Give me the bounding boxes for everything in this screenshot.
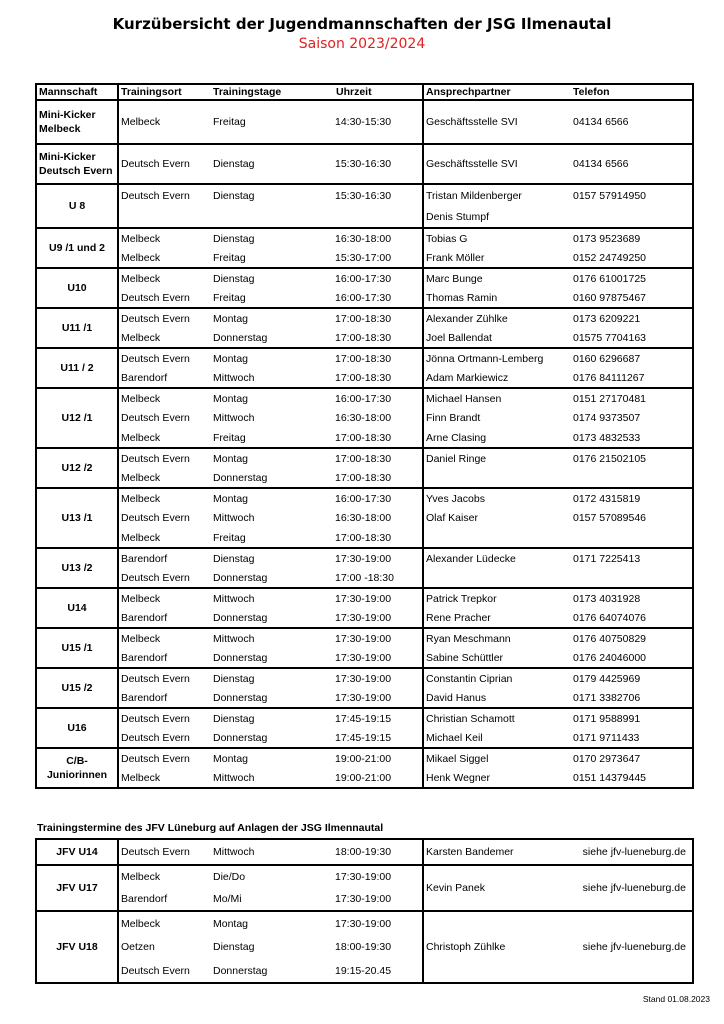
training-location: Deutsch Evern	[118, 308, 211, 328]
phone-number: 0171 7225413	[571, 548, 693, 568]
training-time: 17:00-18:30	[334, 468, 423, 488]
table-row	[36, 865, 693, 888]
contact-person: Marc Bunge	[423, 268, 571, 288]
team-name: JFV U18	[36, 911, 118, 983]
phone-number: 0157 57914950	[571, 184, 693, 206]
table-row	[36, 328, 693, 348]
phone-number: 0151 27170481	[571, 388, 693, 408]
phone-number	[571, 206, 693, 228]
table-row	[36, 668, 693, 688]
training-time: 17:30-19:00	[334, 548, 423, 568]
training-location: Melbeck	[118, 388, 211, 408]
contact-person: Kevin Panek	[423, 865, 571, 911]
header-trainingsort: Trainingsort	[118, 84, 211, 100]
phone-number: 0160 97875467	[571, 288, 693, 308]
phone-number: 0172 4315819	[571, 488, 693, 508]
header-uhrzeit: Uhrzeit	[334, 84, 423, 100]
training-location: Barendorf	[121, 611, 168, 624]
team-name: U13 /2	[36, 548, 118, 588]
training-day: Montag	[211, 748, 334, 768]
training-time: 15:30-16:30	[334, 144, 423, 184]
training-location: Deutsch Evern	[118, 448, 211, 468]
training-time: 16:00-17:30	[334, 488, 423, 508]
training-time: 17:00-18:30	[334, 368, 423, 388]
team-name: U12 /1	[36, 388, 118, 448]
team-name: U13 /1	[36, 488, 118, 548]
training-time: 19:00-21:00	[334, 768, 423, 788]
contact-person: Alexander Lüdecke	[423, 548, 571, 568]
contact-person: Christian Schamott	[423, 708, 571, 728]
table-row	[36, 728, 693, 748]
table-row	[36, 688, 693, 708]
training-day: Die/Do	[211, 865, 334, 888]
training-time: 18:00-19:30	[334, 839, 423, 865]
training-day: Mittwoch	[213, 512, 255, 524]
training-day: Mittwoch	[211, 839, 334, 865]
team-name: Mini-Kicker Deutsch Evern	[36, 144, 118, 184]
training-location: Melbeck	[118, 100, 211, 144]
training-day: Freitag	[213, 531, 246, 544]
training-location: Deutsch Evern	[118, 348, 211, 368]
contact-person: Joel Ballendat	[426, 331, 492, 344]
contact-person: Rene Pracher	[426, 611, 491, 624]
table-row	[36, 288, 693, 308]
phone-number: 0151 14379445	[571, 768, 693, 788]
training-time: 18:00-19:30	[334, 935, 423, 959]
contact-person: Michael Hansen	[423, 388, 571, 408]
training-location: Melbeck	[118, 268, 211, 288]
table-row	[36, 839, 693, 865]
table-row	[36, 468, 693, 488]
training-location: Deutsch Evern	[121, 731, 190, 744]
jfv-table	[35, 838, 694, 984]
table-row	[36, 308, 693, 328]
table-row	[36, 628, 693, 648]
training-time: 17:00-18:30	[334, 328, 423, 348]
training-location: Deutsch Evern	[118, 839, 211, 865]
team-name: U11 /1	[36, 308, 118, 348]
table-row	[36, 268, 693, 288]
training-day: Mittwoch	[213, 412, 255, 424]
training-time: 16:30-18:00	[334, 408, 423, 428]
contact-person: Denis Stumpf	[426, 210, 490, 223]
training-day: Mittwoch	[211, 628, 334, 648]
training-location: Melbeck	[121, 251, 161, 264]
phone-number: 0174 9373507	[571, 408, 693, 428]
phone-number: 0173 9523689	[571, 228, 693, 248]
training-time: 14:30-15:30	[334, 100, 423, 144]
table-row	[36, 568, 693, 588]
header-ansprechpartner: Ansprechpartner	[423, 84, 571, 100]
phone-number: 04134 6566	[571, 144, 693, 184]
training-time: 17:30-19:00	[334, 588, 423, 608]
team-name: U12 /2	[36, 448, 118, 488]
training-day: Montag	[211, 448, 334, 468]
contact-person: Tobias G	[423, 228, 571, 248]
training-location: Melbeck	[118, 911, 211, 935]
training-day: Mittwoch	[213, 371, 255, 384]
phone-number: 0152 24749250	[571, 248, 693, 268]
training-time: 19:00-21:00	[334, 748, 423, 768]
phone-number: 0173 4031928	[571, 588, 693, 608]
training-day: Montag	[211, 348, 334, 368]
contact-person: Henk Wegner	[423, 768, 571, 788]
phone-number: 0173 4832533	[571, 428, 693, 448]
training-day: Donnerstag	[213, 331, 268, 344]
season-subtitle: Saison 2023/2024	[298, 36, 426, 52]
table-row	[36, 368, 693, 388]
training-location: Barendorf	[121, 691, 168, 704]
header-trainingstage: Trainingstage	[211, 84, 334, 100]
table-row	[36, 748, 693, 768]
training-day: Dienstag	[213, 941, 255, 953]
phone-number: 0176 21502105	[571, 448, 693, 468]
table-row	[36, 548, 693, 568]
phone-number: 0176 24046000	[571, 648, 693, 668]
contact-person: Patrick Trepkor	[423, 588, 571, 608]
table-row	[36, 608, 693, 628]
team-name: U9 /1 und 2	[36, 228, 118, 268]
phone-number: 04134 6566	[571, 100, 693, 144]
training-location: Melbeck	[118, 588, 211, 608]
training-time	[334, 206, 423, 228]
contact-person: Sabine Schüttler	[426, 651, 504, 664]
phone-number: 0176 84111267	[571, 368, 693, 388]
stand-date: Stand 01.08.2023	[642, 994, 710, 1004]
contact-person: Frank Möller	[426, 251, 485, 264]
training-time: 17:00-18:30	[334, 528, 423, 548]
training-day: Freitag	[213, 291, 246, 304]
training-location: Melbeck	[118, 768, 211, 788]
contact-person: Daniel Ringe	[423, 448, 571, 468]
training-location: Deutsch Evern	[118, 184, 211, 206]
training-day	[211, 206, 334, 228]
table-row	[36, 408, 693, 428]
training-day: Dienstag	[211, 184, 334, 206]
training-day: Mo/Mi	[213, 893, 242, 905]
training-location: Melbeck	[121, 431, 161, 444]
training-location: Melbeck	[121, 471, 161, 484]
training-day: Dienstag	[211, 548, 334, 568]
training-location: Deutsch Evern	[121, 291, 190, 304]
training-time: 16:00-17:30	[334, 268, 423, 288]
training-day: Dienstag	[211, 668, 334, 688]
contact-person: Finn Brandt	[426, 412, 481, 424]
contact-person	[423, 568, 571, 588]
training-time: 17:30-19:00	[334, 668, 423, 688]
team-name: U15 /2	[36, 668, 118, 708]
training-location	[118, 206, 211, 228]
training-time: 17:30-19:00	[334, 648, 423, 668]
contact-person: Tristan Mildenberger	[423, 184, 571, 206]
team-name: U10	[36, 268, 118, 308]
training-time: 15:30-16:30	[334, 184, 423, 206]
phone-number	[571, 568, 693, 588]
training-day: Donnerstag	[213, 471, 268, 484]
training-time: 16:30-18:00	[334, 228, 423, 248]
training-location: Melbeck	[118, 488, 211, 508]
contact-person: Olaf Kaiser	[426, 512, 478, 524]
training-day: Donnerstag	[211, 959, 334, 983]
jfv-section-title: Trainingstermine des JFV Lüneburg auf Anlagen der JSG Ilmennautal	[37, 822, 384, 834]
training-time: 17:00-18:30	[334, 348, 423, 368]
team-name: U15 /1	[36, 628, 118, 668]
phone-number: 0173 6209221	[571, 308, 693, 328]
training-time: 17:30-19:00	[334, 888, 423, 911]
contact-person: Adam Markiewicz	[426, 371, 509, 384]
training-time: 19:15-20.45	[334, 959, 423, 983]
training-day: Donnerstag	[213, 571, 268, 584]
page-title: Kurzübersicht der Jugendmannschaften der JSG Ilmenautal	[112, 15, 612, 33]
training-day: Dienstag	[211, 268, 334, 288]
training-time: 17:45-19:15	[334, 728, 423, 748]
training-location: Melbeck	[118, 228, 211, 248]
table-row	[36, 428, 693, 448]
training-day: Donnerstag	[213, 651, 268, 664]
training-day: Montag	[211, 388, 334, 408]
contact-person: Christoph Zühlke	[423, 911, 571, 983]
contact-person: Karsten Bandemer	[423, 839, 571, 865]
phone-number	[571, 468, 693, 488]
contact-person	[423, 528, 571, 548]
training-time: 17:00-18:30	[334, 308, 423, 328]
team-name: U16	[36, 708, 118, 748]
table-row	[36, 708, 693, 728]
training-day: Montag	[211, 488, 334, 508]
training-time: 17:00-18:30	[334, 428, 423, 448]
training-location: Deutsch Evern	[118, 748, 211, 768]
header-mannschaft: Mannschaft	[36, 84, 118, 100]
training-day: Montag	[211, 911, 334, 935]
contact-person: Arne Clasing	[426, 431, 487, 444]
table-row	[36, 206, 693, 228]
training-location: Barendorf	[118, 548, 211, 568]
contact-person: Alexander Zühlke	[423, 308, 571, 328]
training-day: Mittwoch	[211, 768, 334, 788]
table-row	[36, 144, 693, 184]
contact-person: Geschäftsstelle SVI	[423, 144, 571, 184]
phone-number: 0176 40750829	[571, 628, 693, 648]
table-row	[36, 588, 693, 608]
training-time: 17:30-19:00	[334, 628, 423, 648]
team-name: Mini-Kicker Melbeck	[36, 100, 118, 144]
training-day: Montag	[211, 308, 334, 328]
phone-number: 0179 4425969	[571, 668, 693, 688]
training-day: Dienstag	[211, 228, 334, 248]
training-day: Donnerstag	[213, 611, 268, 624]
team-name: JFV U14	[36, 839, 118, 865]
training-day: Dienstag	[211, 144, 334, 184]
contact-person: Thomas Ramin	[426, 291, 498, 304]
training-location: Melbeck	[118, 628, 211, 648]
phone-number: 0170 2973647	[571, 748, 693, 768]
website-reference: siehe jfv-lueneburg.de	[571, 865, 693, 911]
training-day: Freitag	[211, 100, 334, 144]
table-row	[36, 248, 693, 268]
contact-person: Geschäftsstelle SVI	[423, 100, 571, 144]
table-row	[36, 488, 693, 508]
training-day: Dienstag	[211, 708, 334, 728]
table-row	[36, 228, 693, 248]
phone-number: 0171 3382706	[571, 688, 693, 708]
contact-person: Yves Jacobs	[423, 488, 571, 508]
contact-person: David Hanus	[426, 691, 487, 704]
team-name: U11 / 2	[36, 348, 118, 388]
training-time: 16:00-17:30	[334, 388, 423, 408]
table-row	[36, 184, 693, 206]
team-name: U 8	[36, 184, 118, 228]
phone-number: 0171 9711433	[571, 728, 693, 748]
table-row	[36, 768, 693, 788]
table-row	[36, 100, 693, 144]
team-name: U14	[36, 588, 118, 628]
training-time: 17:30-19:00	[334, 865, 423, 888]
training-location: Deutsch Evern	[121, 412, 190, 424]
training-location: Barendorf	[121, 893, 168, 905]
table-row	[36, 508, 693, 528]
phone-number: 0176 64074076	[571, 608, 693, 628]
table-row	[36, 448, 693, 468]
table-row	[36, 348, 693, 368]
training-location: Melbeck	[118, 865, 211, 888]
contact-person: Mikael Siggel	[423, 748, 571, 768]
website-reference: siehe jfv-lueneburg.de	[571, 839, 693, 865]
team-name: JFV U17	[36, 865, 118, 911]
training-location: Deutsch Evern	[121, 512, 190, 524]
phone-number: 01575 7704163	[571, 328, 693, 348]
training-location: Deutsch Evern	[118, 144, 211, 184]
table-row	[36, 528, 693, 548]
table-row	[36, 648, 693, 668]
table-header-row	[36, 84, 693, 100]
youth-teams-table	[35, 83, 694, 789]
training-time: 16:30-18:00	[334, 508, 423, 528]
training-day: Donnerstag	[213, 731, 268, 744]
training-location: Deutsch Evern	[118, 959, 211, 983]
training-time: 15:30-17:00	[334, 248, 423, 268]
header-telefon: Telefon	[571, 84, 693, 100]
training-time: 17:45-19:15	[334, 708, 423, 728]
phone-number: 0160 6296687	[571, 348, 693, 368]
phone-number: 0176 61001725	[571, 268, 693, 288]
training-location: Deutsch Evern	[118, 668, 211, 688]
training-day: Freitag	[213, 431, 246, 444]
training-location: Melbeck	[121, 331, 161, 344]
training-time: 17:30-19:00	[334, 911, 423, 935]
training-location: Deutsch Evern	[121, 571, 190, 584]
team-name: C/B- Juniorinnen	[36, 748, 118, 788]
contact-person	[423, 468, 571, 488]
contact-person: Ryan Meschmann	[423, 628, 571, 648]
phone-number	[571, 528, 693, 548]
training-time: 17:30-19:00	[334, 688, 423, 708]
contact-person: Jönna Ortmann-Lemberg	[423, 348, 571, 368]
training-day: Freitag	[213, 251, 246, 264]
training-location: Barendorf	[121, 371, 168, 384]
training-time: 17:00-18:30	[334, 448, 423, 468]
training-time: 17:30-19:00	[334, 608, 423, 628]
contact-person: Constantin Ciprian	[423, 668, 571, 688]
training-day: Mittwoch	[211, 588, 334, 608]
training-time: 17:00 -18:30	[334, 568, 423, 588]
training-time: 16:00-17:30	[334, 288, 423, 308]
table-row	[36, 388, 693, 408]
training-location: Melbeck	[121, 531, 161, 544]
training-location: Deutsch Evern	[118, 708, 211, 728]
training-location: Barendorf	[121, 651, 168, 664]
training-location: Oetzen	[121, 941, 155, 953]
website-reference: siehe jfv-lueneburg.de	[571, 911, 693, 983]
phone-number: 0171 9588991	[571, 708, 693, 728]
contact-person: Michael Keil	[426, 731, 483, 744]
table-row	[36, 911, 693, 935]
phone-number: 0157 57089546	[571, 508, 693, 528]
training-day: Donnerstag	[213, 691, 268, 704]
